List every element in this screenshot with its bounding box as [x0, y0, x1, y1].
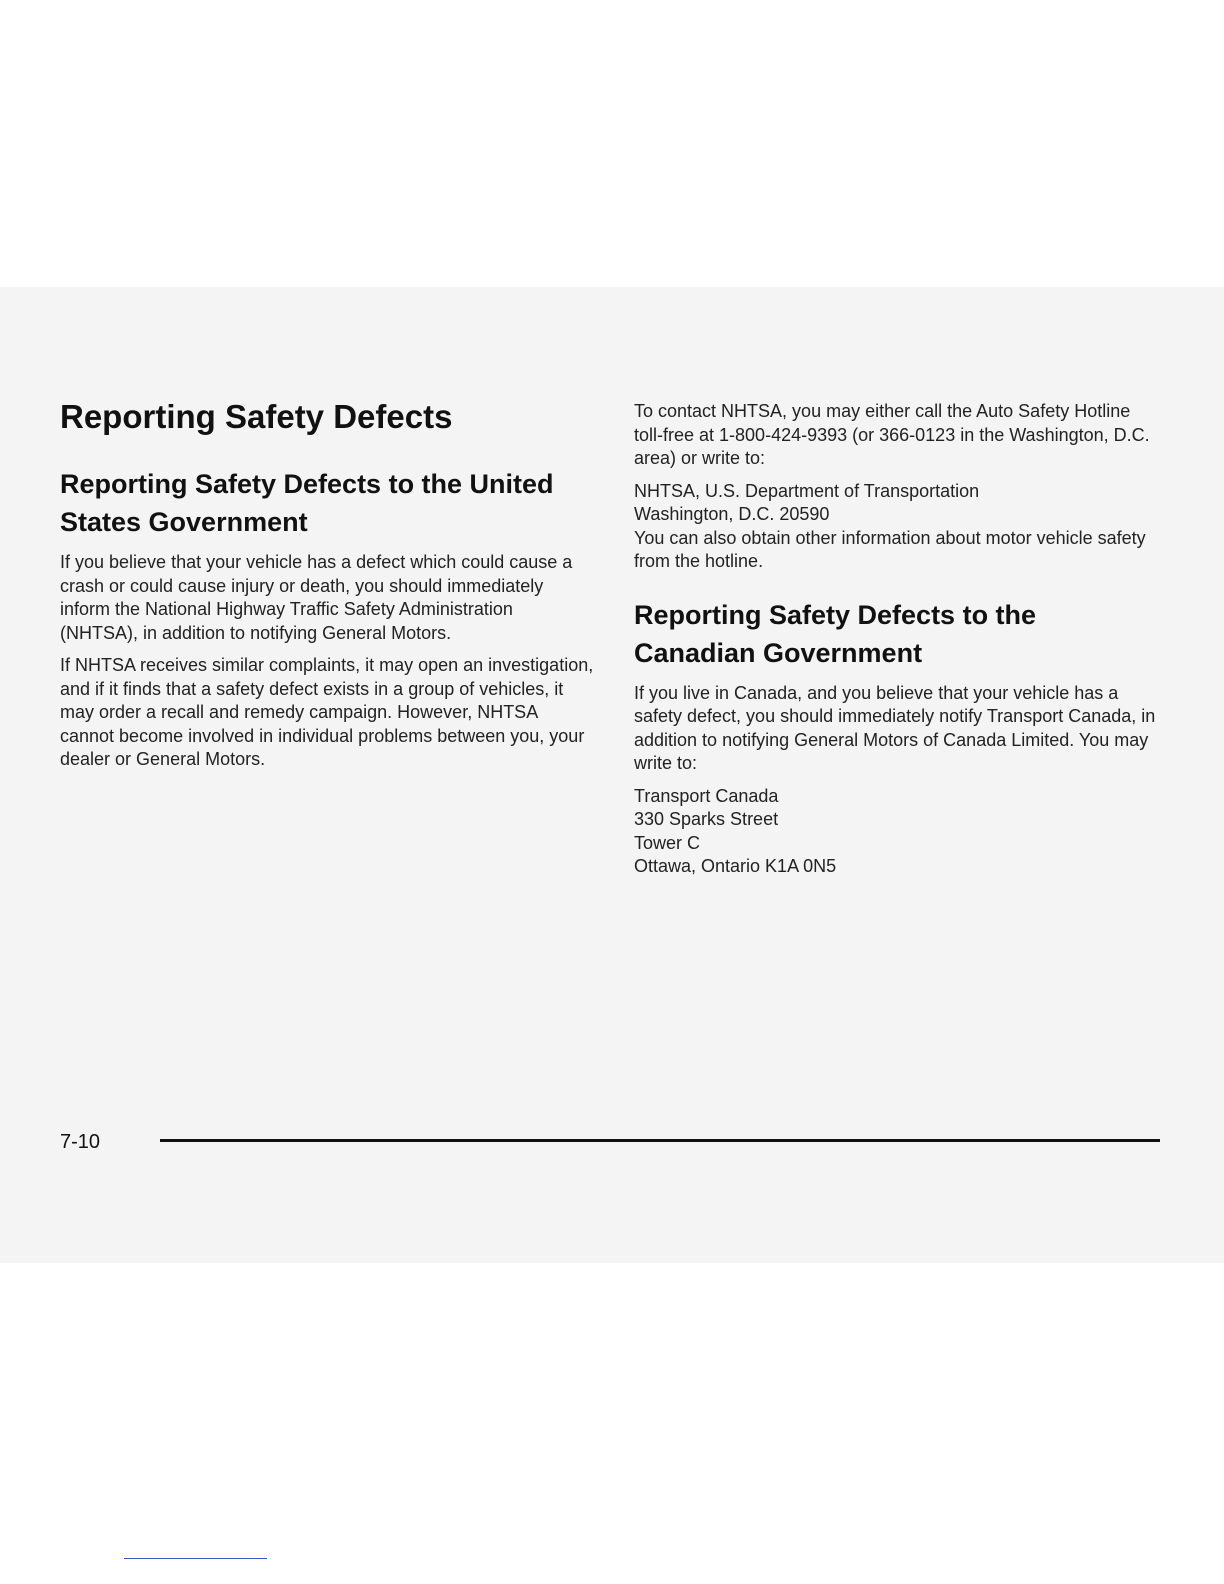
- us-government-heading: Reporting Safety Defects to the United States Government: [60, 469, 554, 537]
- us-paragraph-investigation: If NHTSA receives similar complaints, it may open an investigation, and if it finds that a safety defect exists in a group of vehicles, it may order a recall and remedy campaign. However, NHTSA cannot become involved in individual problems between you, your dealer or General Motors.: [60, 655, 594, 769]
- link-underline: [124, 1558, 267, 1559]
- canada-address-line: 330 Sparks Street: [634, 809, 779, 829]
- left-column: [60, 395, 595, 781]
- transport-canada-address: [634, 785, 1159, 879]
- canadian-government-heading: Reporting Safety Defects to the Canadian Government: [634, 599, 1037, 668]
- hotline-info-paragraph: You can also obtain other information about motor vehicle safety from the hotline.: [634, 527, 1146, 571]
- footer-divider: [160, 1139, 1160, 1142]
- nhtsa-address: [634, 480, 1159, 527]
- canada-paragraph: If you live in Canada, and you believe that your vehicle has a safety defect, you should immediately notify Transport Canada, in addition to notifying General Motors of Canada Limited. You may write to:: [634, 682, 1156, 773]
- page-number: 7-10: [60, 1131, 101, 1153]
- contact-nhtsa-paragraph: To contact NHTSA, you may either call the Auto Safety Hotline toll-free at 1-800-424-9393 (or 366-0123 in the Washington, D.C. area) or write to:: [634, 401, 1150, 468]
- right-column: [634, 400, 1159, 879]
- nhtsa-address-line: Washington, D.C. 20590: [634, 504, 830, 524]
- canada-address-line: Tower C: [634, 832, 701, 853]
- page-title: Reporting Safety Defects: [60, 398, 453, 435]
- canada-address-line: Ottawa, Ontario K1A 0N5: [634, 856, 837, 876]
- canada-address-line: Transport Canada: [634, 785, 779, 806]
- nhtsa-address-line: NHTSA, U.S. Department of Transportation: [634, 480, 980, 501]
- us-paragraph-defect: If you believe that your vehicle has a defect which could cause a crash or could cause injury or death, you should immediately inform the National Highway Traffic Safety Administration (NHTSA), in addition to notifying General Motors.: [60, 552, 573, 643]
